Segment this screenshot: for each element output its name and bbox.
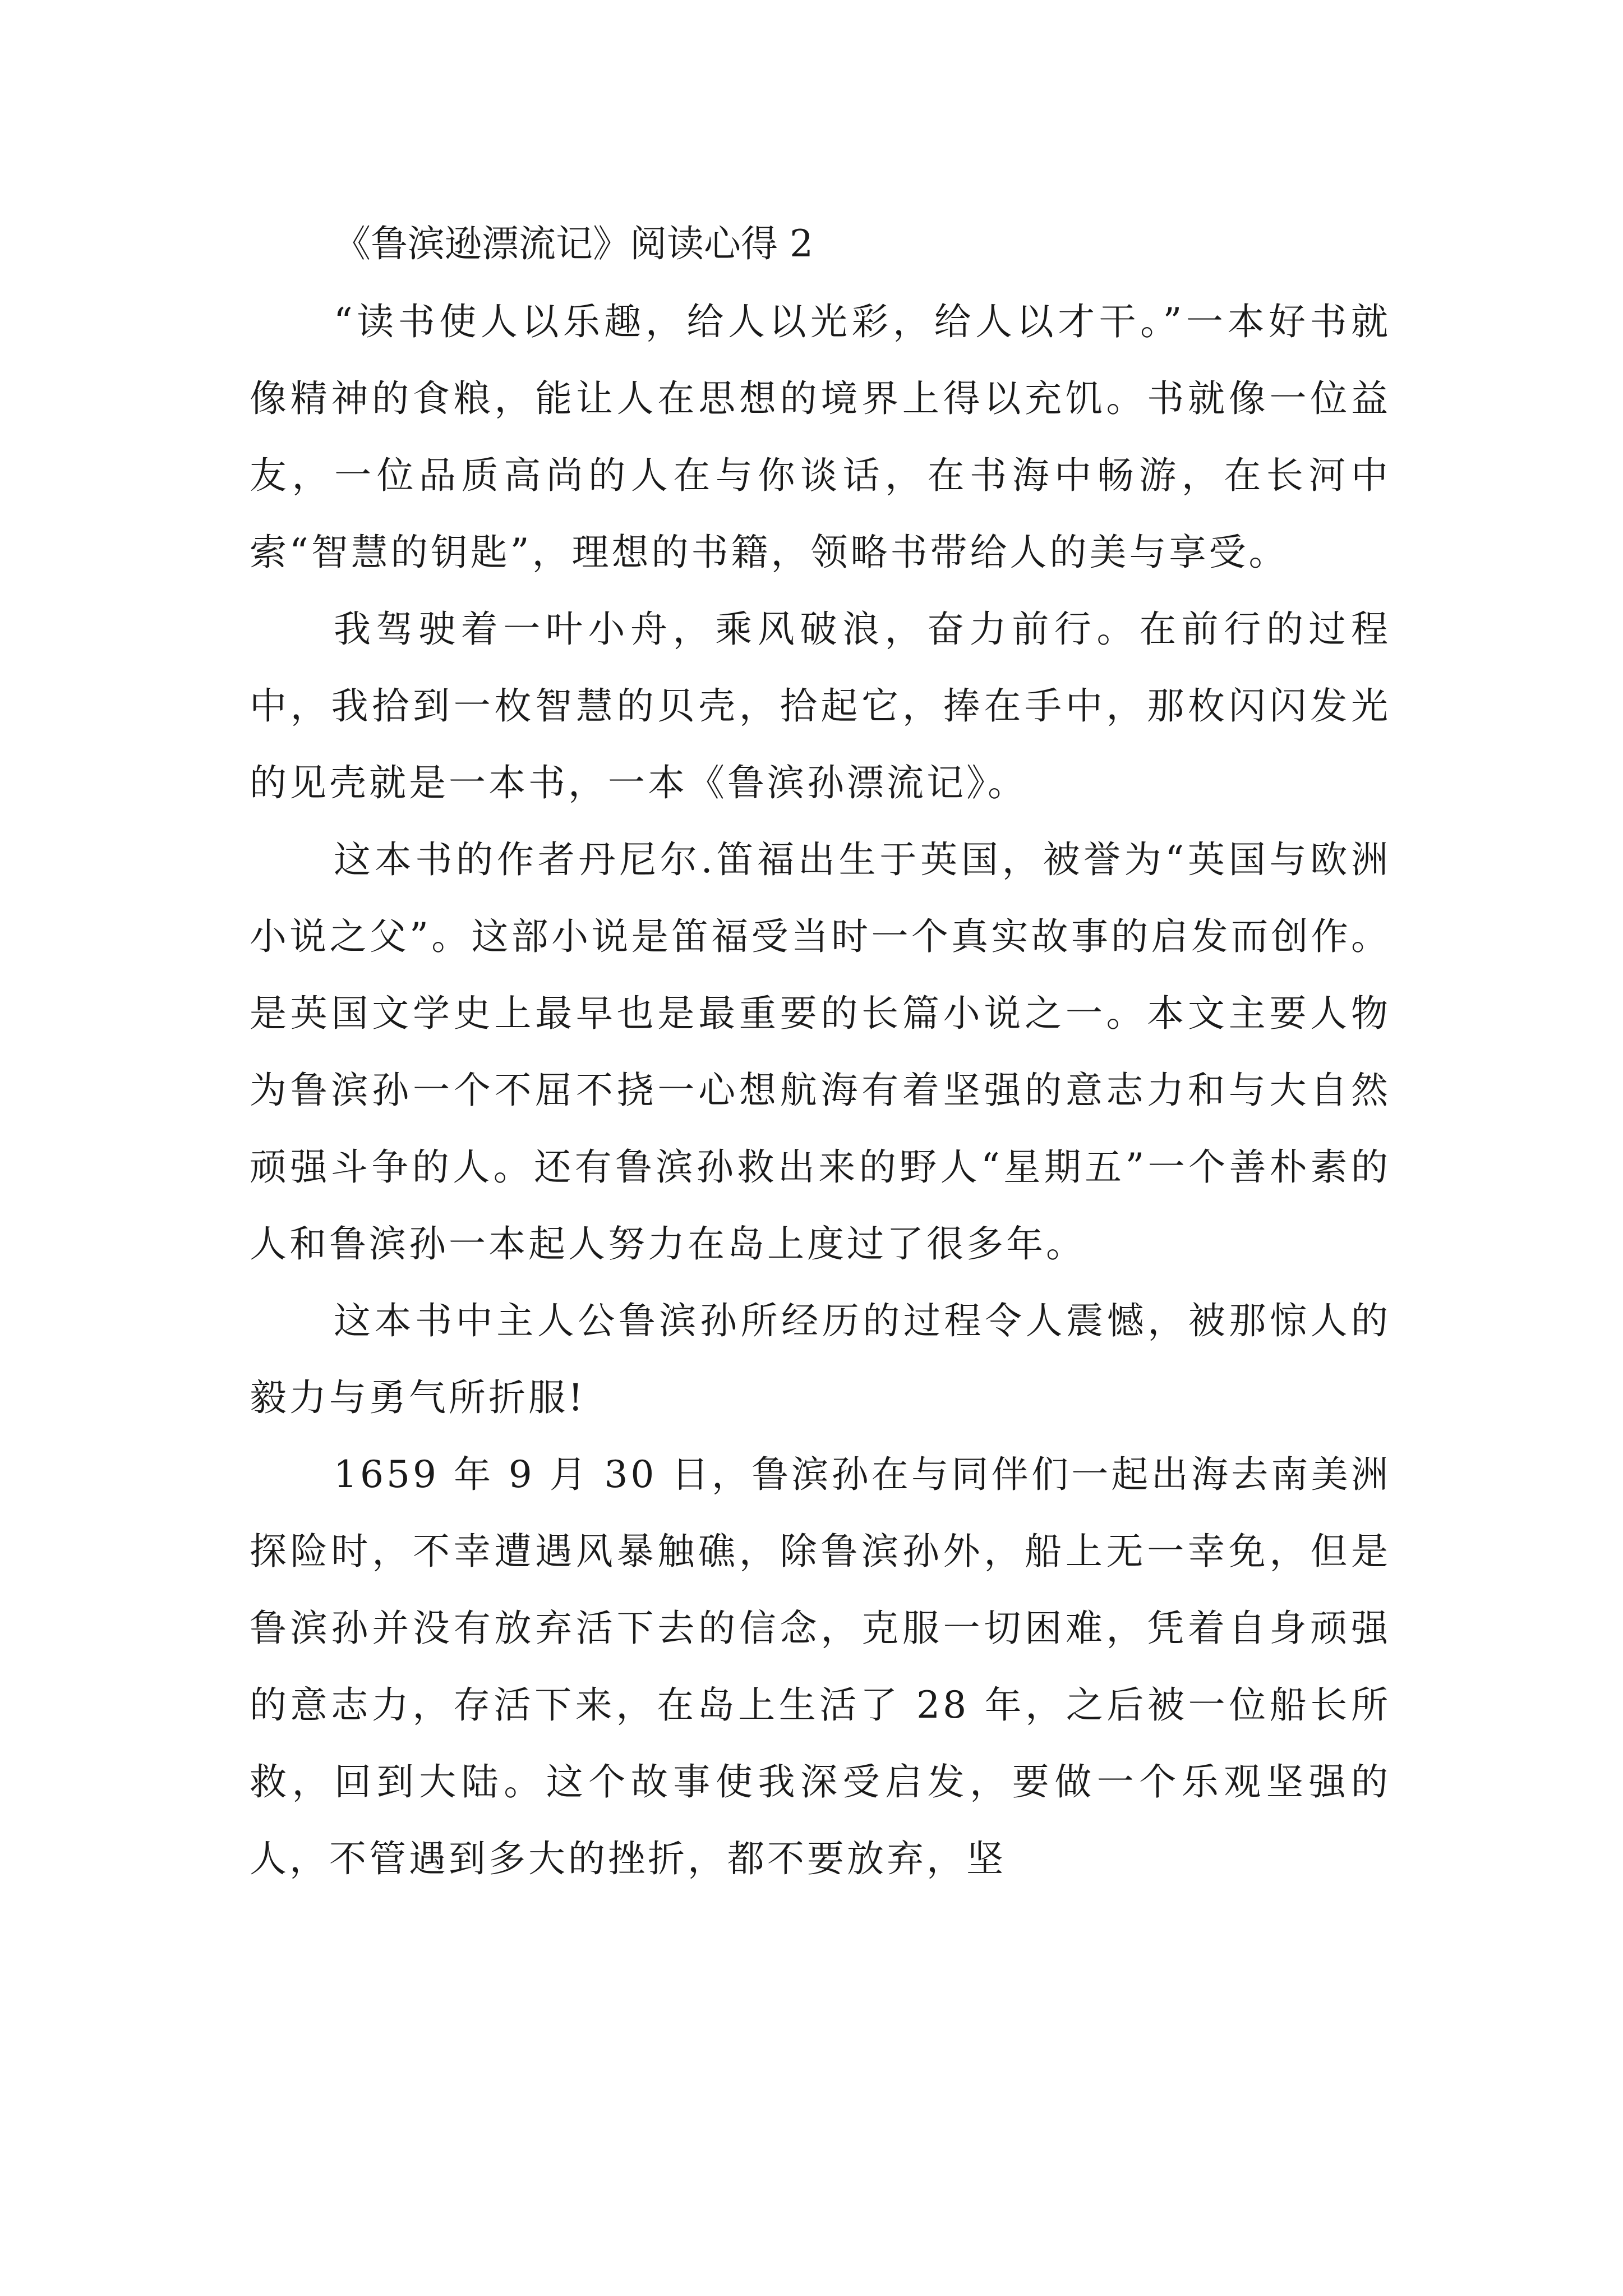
paragraph-1: “读书使人以乐趣，给人以光彩，给人以才干。”一本好书就像精神的食粮，能让人在思想的境界上得以充饥。书就像一位益友，一位品质高尚的人在与你谈话，在书海中畅游，在长河中索“智慧的钥匙”，理想的书籍，领略书带给人的美与享受。 xyxy=(250,300,1391,574)
document-body xyxy=(250,205,1391,1897)
paragraph-3: 这本书的作者丹尼尔.笛福出生于英国，被誉为“英国与欧洲小说之父”。这部小说是笛福受当时一个真实故事的启发而创作。是英国文学史上最早也是最重要的长篇小说之一。本文主要人物为鲁滨孙一个不屈不挠一心想航海有着坚强的意志力和与大自然顽强斗争的人。还有鲁滨孙救出来的野人“星期五”一个善朴素的人和鲁滨孙一本起人努力在岛上度过了很多年。 xyxy=(250,838,1391,1266)
paragraph-4: 这本书中主人公鲁滨孙所经历的过程令人震憾，被那惊人的毅力与勇气所折服! xyxy=(250,1299,1391,1419)
paragraph-5: 1659 年 9 月 30 日，鲁滨孙在与同伴们一起出海去南美洲探险时，不幸遭遇风暴触礁，除鲁滨孙外，船上无一幸免，但是鲁滨孙并没有放弃活下去的信念，克服一切困难，凭着自身顽强的意志力，存活下来，在岛上生活了 28 年，之后被一位船长所救，回到大陆。这个故事使我深受启发，要做一个乐观坚强的人，不管遇到多大的挫折，都不要放弃，坚 xyxy=(250,1453,1391,1880)
paragraph-2: 我驾驶着一叶小舟，乘风破浪，奋力前行。在前行的过程中，我拾到一枚智慧的贝壳，拾起它，捧在手中，那枚闪闪发光的见壳就是一本书，一本《鲁滨孙漂流记》。 xyxy=(250,608,1391,804)
document-title: 《鲁滨逊漂流记》阅读心得 2 xyxy=(334,222,813,265)
